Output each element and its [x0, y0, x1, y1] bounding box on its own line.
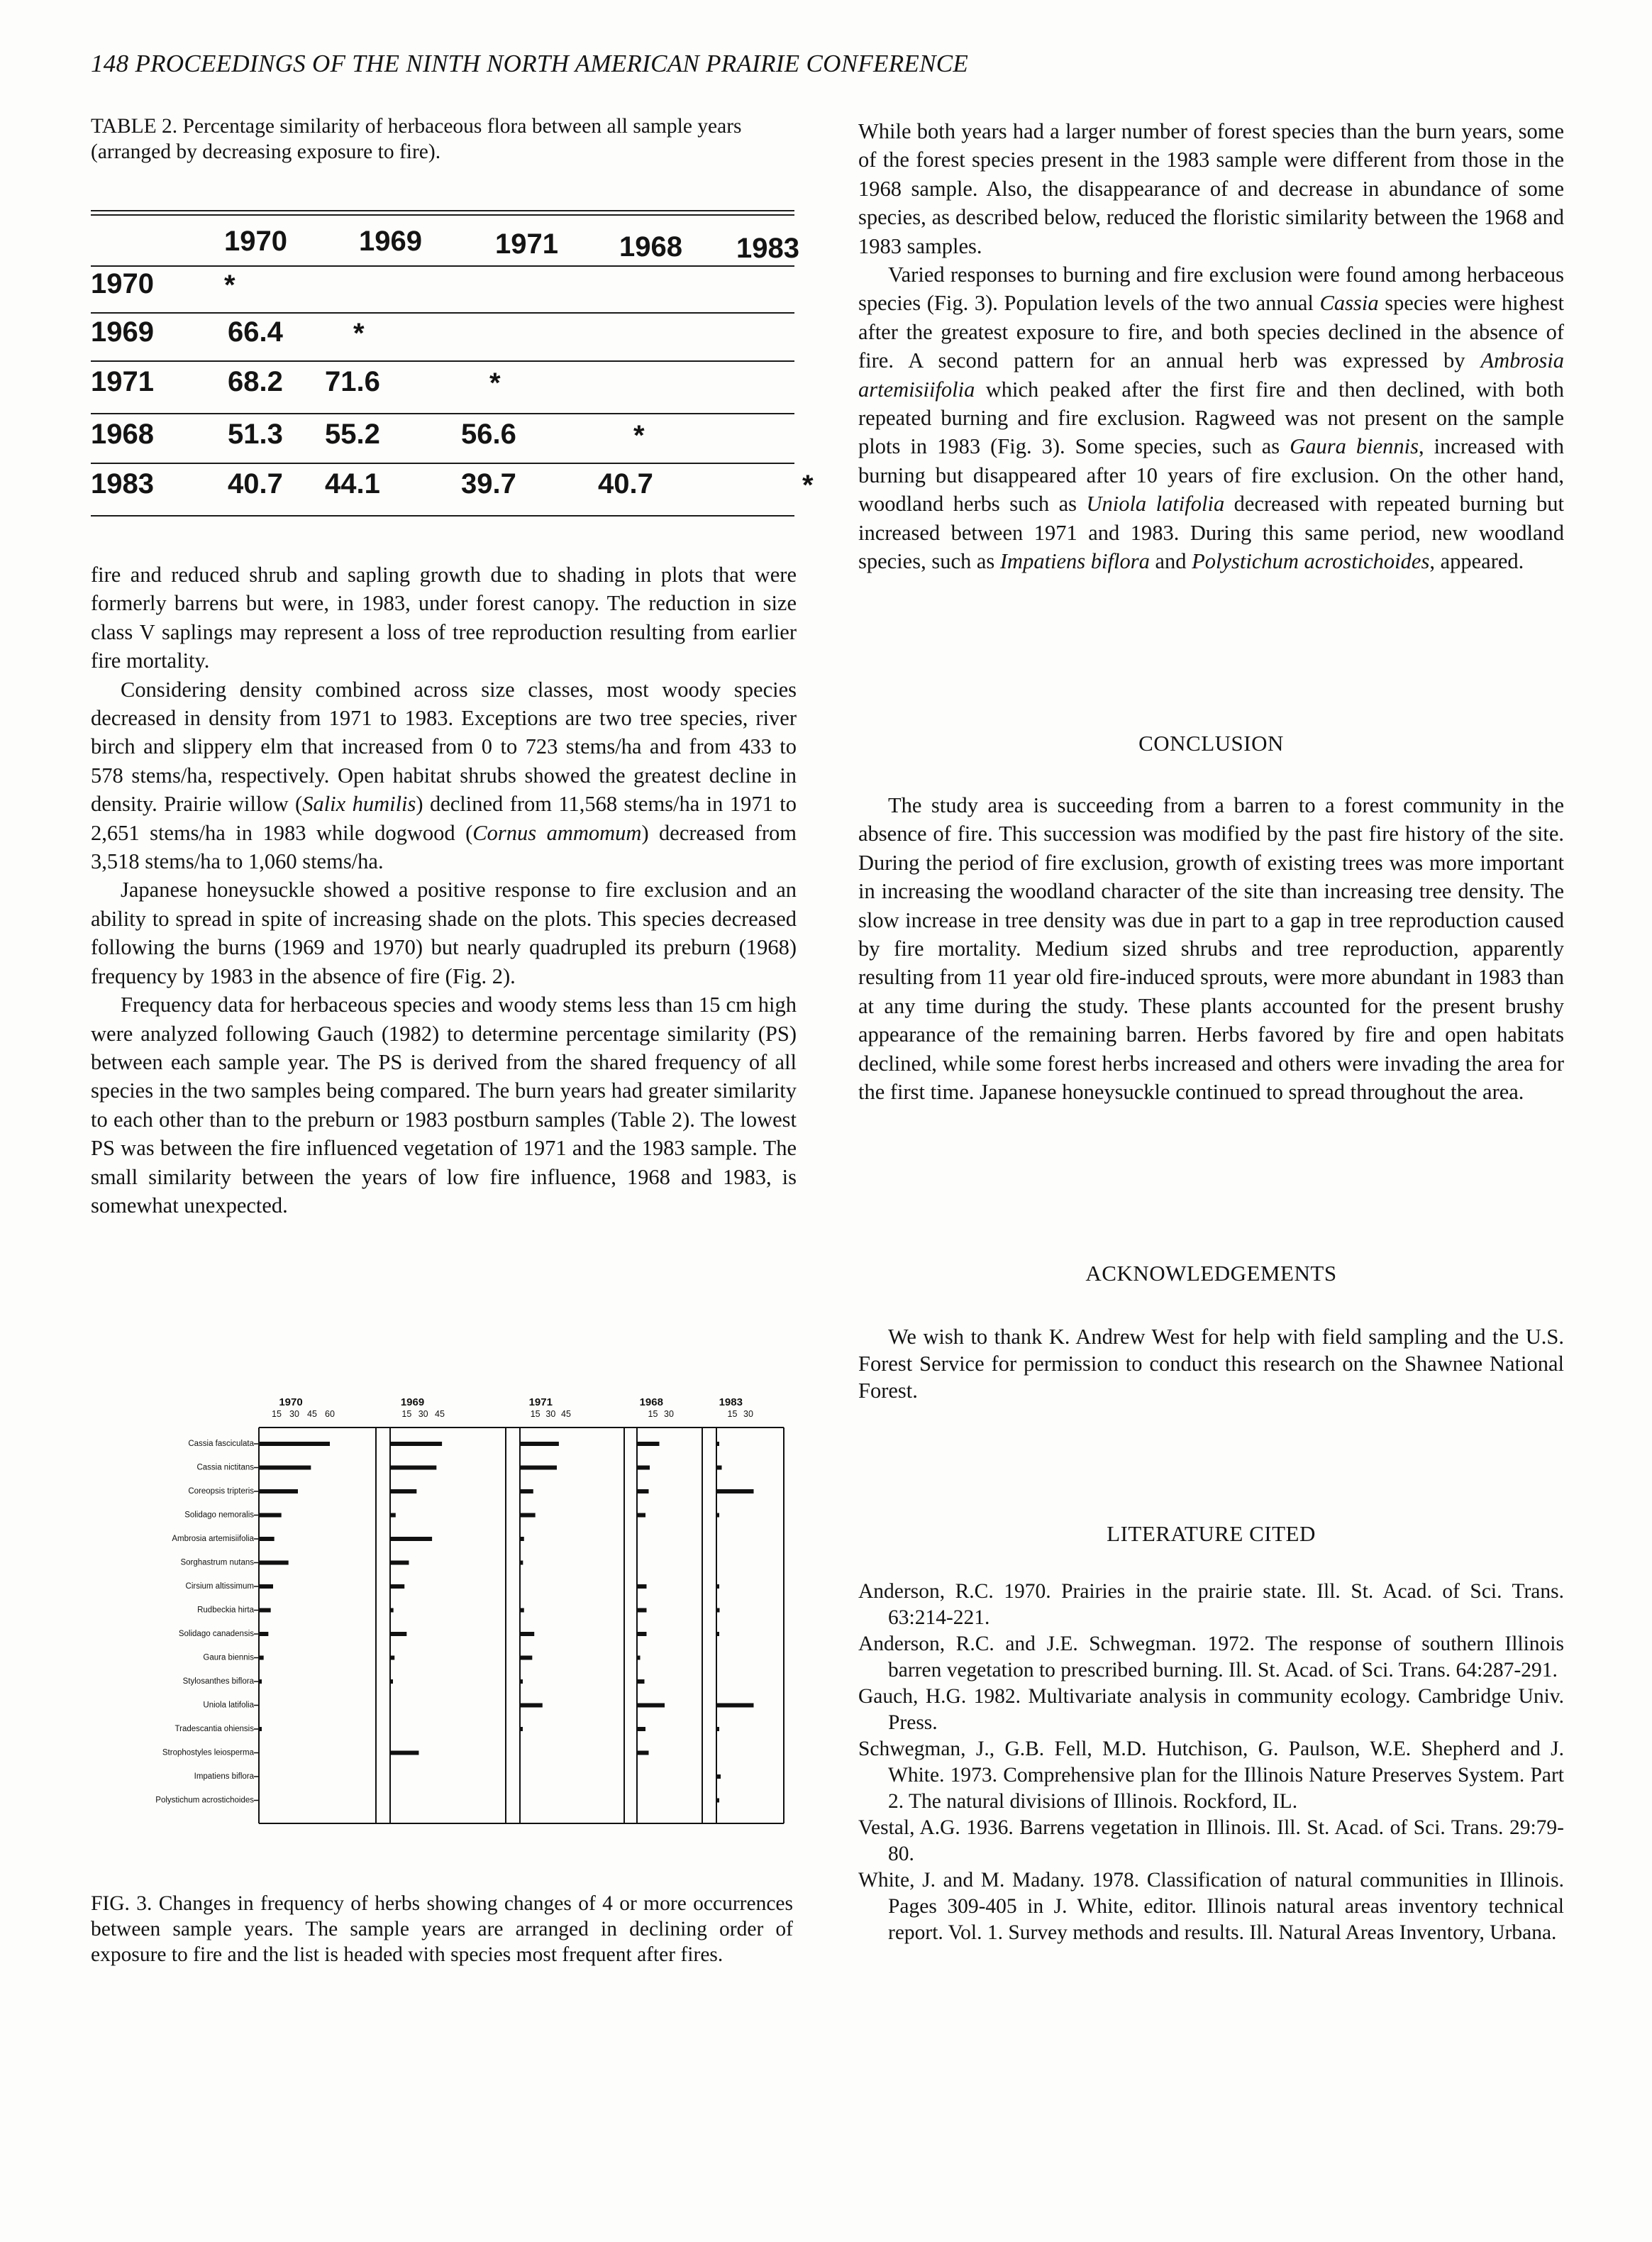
table-cell: * [802, 470, 814, 501]
conclusion-text [858, 791, 1564, 1106]
bar [637, 1703, 665, 1708]
species-label: Cirsium altissimum [185, 1582, 254, 1591]
bar [637, 1442, 660, 1446]
bar [390, 1537, 432, 1541]
table-row-label: 1970 [91, 268, 154, 299]
bar [390, 1466, 436, 1470]
year-label: 1969 [400, 1396, 425, 1408]
bar [390, 1656, 394, 1660]
bar [259, 1632, 268, 1636]
species-label: Tradescantia ohiensis [174, 1725, 254, 1733]
reference: Vestal, A.G. 1936. Barrens vegetation in Illinois. Ill. St. Acad. of Sci. Trans. 29:79-80. [858, 1816, 1564, 1865]
bar [520, 1632, 534, 1636]
table-cell: 66.4 [228, 316, 283, 348]
bar [637, 1489, 649, 1493]
table-cell: * [633, 420, 645, 451]
bar [259, 1679, 262, 1684]
bar [716, 1799, 719, 1803]
paragraph: fire and reduced shrub and sapling growth due to shading in plots that were formerly barrens but were, in 1983, under forest canopy. The reduction in size class V saplings may represent a loss of tree reproduction resulting from earlier fire mortality. [91, 563, 797, 673]
bar [637, 1584, 647, 1589]
tick-label: 45 [307, 1409, 317, 1419]
bar [520, 1489, 533, 1493]
bar [390, 1442, 442, 1446]
tick-label: 30 [289, 1409, 299, 1419]
species-label: Sorghastrum nutans [180, 1558, 254, 1567]
literature-heading: LITERATURE CITED [1107, 1521, 1316, 1546]
year-label: 1970 [279, 1396, 303, 1408]
species-label: Impatiens biflora [194, 1772, 254, 1781]
bar [637, 1466, 650, 1470]
species-label: Gaura biennis [203, 1653, 254, 1662]
species-label: Uniola latifolia [203, 1701, 254, 1710]
bar [390, 1608, 394, 1613]
paragraph: While both years had a larger number of forest species than the burn years, some of the forest species present in the 1983 sample were different from those in the 1968 sample. Also, the disappearance of and decrease in abundance of some species, as described below, reduced the floristic similarity between the 1968 and 1983 samples. [858, 119, 1564, 258]
bar [520, 1679, 523, 1684]
species-label: Strophostyles leiosperma [162, 1748, 254, 1757]
tick-label: 15 [530, 1409, 540, 1419]
bar [716, 1584, 719, 1589]
bar [259, 1608, 271, 1613]
table-cell: 51.3 [228, 419, 283, 450]
tick-label: 30 [545, 1409, 556, 1419]
table-cell: 44.1 [325, 468, 380, 499]
bar [716, 1632, 719, 1636]
paragraph: The study area is succeeding from a barren to a forest community in the absence of fire. This succession was modified by the past fire history of the site. During the period of fire exclusion, growth of existing trees was more important in increasing the woodland character of the site than increasing tree density. The slow increase in tree density was due in part to a gap in tree reproduction caused by fire mortality. Medium sized shrubs and tree reproduction, apparently resulting from 11 year old fire-induced sprouts, were more abundant in 1983 than at any time during the study. These plants accounted for the present brushy appearance of the remaining barren. Herbs favored by fire and open habitats declined, while some forest herbs increased and others were invading the area for the first time. Japanese honeysuckle continued to spread throughout the area. [858, 793, 1564, 1105]
bar [637, 1727, 645, 1731]
bar [520, 1537, 524, 1541]
bar [637, 1608, 647, 1613]
right-column-text [858, 117, 1564, 576]
bar [716, 1513, 719, 1518]
bar [390, 1632, 406, 1636]
species-label: Ambrosia artemisiifolia [172, 1535, 254, 1543]
year-label: 1983 [719, 1396, 743, 1408]
bar [259, 1442, 330, 1446]
bar [520, 1561, 523, 1565]
bar [716, 1466, 722, 1470]
bar [716, 1774, 721, 1779]
bar [259, 1727, 262, 1731]
tick-label: 60 [325, 1409, 335, 1419]
bar [520, 1608, 524, 1613]
bar [637, 1679, 645, 1684]
species-label: Cassia nictitans [196, 1463, 254, 1472]
table-col-header: 1968 [619, 231, 682, 263]
paragraph: Japanese honeysuckle showed a positive response to fire exclusion and an ability to spread in spite of increasing shade on the plots. This species decreased following the burns (1969 and 1970) but nearly quadrupled its preburn (1968) frequency by 1983 in the absence of fire (Fig. 2). [91, 878, 797, 988]
table-row-label: 1971 [91, 366, 154, 397]
tick-label: 45 [435, 1409, 445, 1419]
species-label: Cassia fasciculata [188, 1440, 254, 1448]
bar [716, 1727, 719, 1731]
table-cell: 68.2 [228, 366, 283, 397]
literature-list [858, 1579, 1564, 1946]
tick-label: 15 [648, 1409, 658, 1419]
acknowledgements-heading: ACKNOWLEDGEMENTS [1085, 1261, 1337, 1286]
reference: Anderson, R.C. 1970. Prairies in the prairie state. Ill. St. Acad. of Sci. Trans. 63:214-221. [858, 1580, 1564, 1629]
tick-label: 30 [664, 1409, 674, 1419]
bar [390, 1751, 418, 1755]
bar [390, 1513, 396, 1518]
table-cell: 56.6 [461, 419, 516, 450]
reference: Gauch, H.G. 1982. Multivariate analysis in community ecology. Cambridge Univ. Press. [858, 1685, 1564, 1734]
reference: Schwegman, J., G.B. Fell, M.D. Hutchison, G. Paulson, W.E. Shepherd and J. White. 1973. Comprehensive plan for the Illinois Nature Preserves System. Part 2. The natural divisions of Illinois. Rockford, IL. [858, 1738, 1564, 1813]
bar [259, 1513, 282, 1518]
bar [390, 1584, 404, 1589]
table-cell: 39.7 [461, 468, 516, 499]
table-cell: 40.7 [598, 468, 653, 499]
figure-caption: FIG. 3. Changes in frequency of herbs showing changes of 4 or more occurrences between sample years. The sample years are arranged in declining order of exposure to fire and the list is headed with species most frequent after fires. [91, 1892, 793, 1966]
reference: White, J. and M. Madany. 1978. Classification of natural communities in Illinois. Pages 309-405 in J. White, editor. Illinois natural areas inventory technical report. Vol. 1. Survey methods and results. Ill. Natural Areas Inventory, Urbana. [858, 1869, 1564, 1944]
bar [637, 1632, 647, 1636]
species-label: Solidago nemoralis [184, 1511, 254, 1520]
bar [390, 1561, 409, 1565]
tick-label: 15 [401, 1409, 412, 1419]
table-cell: 40.7 [228, 468, 283, 499]
bar [520, 1466, 557, 1470]
table-col-header: 1969 [359, 226, 422, 257]
bar [520, 1513, 536, 1518]
paragraph: We wish to thank K. Andrew West for help with field sampling and the U.S. Forest Service for permission to conduct this research on the Shawnee National Forest. [858, 1325, 1564, 1403]
bar [390, 1679, 393, 1684]
table-row-label: 1983 [91, 468, 154, 499]
table-cell: * [353, 318, 365, 349]
left-column-text [91, 560, 797, 1220]
paragraph: Frequency data for herbaceous species and woody stems less than 15 cm high were analyzed following Gauch (1982) to determine percentage similarity (PS) between each sample year. The PS is derived from the shared frequency of all species in the two samples being compared. The burn years had greater similarity to each other than to the preburn or 1983 postburn samples (Table 2). The lowest PS was between the fire influenced vegetation of 1971 and the 1983 sample. The small similarity between the years of low fire influence, 1968 and 1983, is somewhat unexpected. [91, 993, 797, 1217]
bar [520, 1442, 559, 1446]
bar [637, 1656, 641, 1660]
bar [716, 1442, 719, 1446]
species-label: Solidago canadensis [178, 1630, 254, 1638]
species-label: Stylosanthes biflora [182, 1677, 254, 1686]
reference: Anderson, R.C. and J.E. Schwegman. 1972. The response of southern Illinois barren vegetation to prescribed burning. Ill. St. Acad. of Sci. Trans. 64:287-291. [858, 1633, 1564, 1682]
tick-label: 15 [727, 1409, 738, 1419]
tick-label: 30 [743, 1409, 753, 1419]
paragraph: Varied responses to burning and fire exclusion were found among herbaceous species (Fig. 3). Population levels of the two annual Cassia species were highest after the greatest exposure to fire, and both species declined in the absence of fire. A second pattern for an annual herb was expressed by Ambrosia artemisiifolia which peaked after the first fire and then declined, with both repeated burning and fire exclusion. Ragweed was not present on the sample plots in 1983 (Fig. 3). Some species, such as Gaura biennis, increased with burning but disappeared after 10 years of fire exclusion. On the other hand, woodland herbs such as Uniola latifolia decreased with repeated burning but increased between 1971 and 1983. During this same period, new woodland species, such as Impatiens biflora and Polystichum acrostichoides, appeared. [858, 263, 1565, 574]
table-row-label: 1969 [91, 316, 154, 348]
bar [520, 1703, 543, 1708]
tick-label: 15 [272, 1409, 282, 1419]
bar [637, 1513, 645, 1518]
bar [259, 1584, 273, 1589]
species-label: Rudbeckia hirta [197, 1606, 254, 1615]
species-label: Polystichum acrostichoides [155, 1796, 254, 1805]
table-row-label: 1968 [91, 419, 154, 450]
table-cell: * [224, 270, 235, 301]
table-cell: 71.6 [325, 366, 380, 397]
tick-label: 30 [418, 1409, 428, 1419]
paragraph: Considering density combined across size classes, most woody species decreased in density from 1971 to 1983. Exceptions are two tree species, river birch and slippery elm that increased from 0 to 723 stems/ha and from 433 to 578 stems/ha, respectively. Open habitat shrubs showed the greatest decline in density. Prairie willow (Salix humilis) declined from 11,568 stems/ha in 1971 to 2,651 stems/ha in 1983 while dogwood (Cornus ammomum) decreased from 3,518 stems/ha to 1,060 stems/ha. [91, 677, 797, 874]
running-head: 148 PROCEEDINGS OF THE NINTH NORTH AMERICAN PRAIRIE CONFERENCE [91, 50, 969, 77]
bar [259, 1561, 289, 1565]
bar [390, 1489, 416, 1493]
species-label: Coreopsis tripteris [188, 1487, 254, 1496]
bar [259, 1489, 298, 1493]
bar [637, 1751, 649, 1755]
table-caption: TABLE 2. Percentage similarity of herbaceous flora between all sample years (arranged by decreasing exposure to fire). [91, 115, 742, 163]
bar [259, 1466, 311, 1470]
bar [520, 1656, 532, 1660]
table-col-header: 1971 [495, 228, 558, 260]
conclusion-heading: CONCLUSION [1138, 731, 1284, 756]
table-cell: * [489, 368, 501, 399]
table-col-header: 1970 [224, 226, 287, 257]
year-label: 1971 [528, 1396, 553, 1408]
bar [716, 1608, 720, 1613]
table-col-header: 1983 [736, 233, 799, 264]
bar [716, 1489, 754, 1493]
bar [520, 1727, 523, 1731]
bar [259, 1537, 275, 1541]
similarity-table [91, 210, 814, 521]
acknowledgements-text [858, 1323, 1564, 1404]
year-label: 1968 [639, 1396, 663, 1408]
table-cell: 55.2 [325, 419, 380, 450]
tick-label: 45 [561, 1409, 571, 1419]
figure-3-chart [106, 1394, 802, 1855]
bar [716, 1703, 754, 1708]
bar [259, 1656, 264, 1660]
